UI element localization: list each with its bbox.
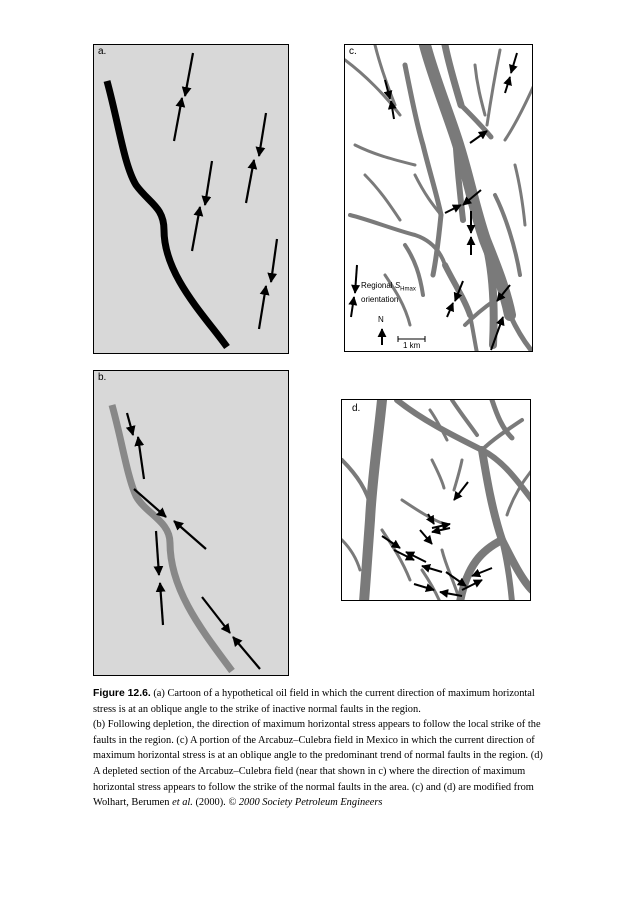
stress-arrow — [470, 131, 487, 143]
panel-b-label: b. — [98, 372, 107, 383]
stress-arrow — [447, 303, 453, 317]
legend-arrow — [351, 297, 354, 317]
stress-arrow — [420, 530, 432, 544]
stress-arrow — [185, 53, 193, 96]
stress-arrow — [127, 413, 133, 435]
caption-text-3: (2000). — [192, 797, 229, 809]
stress-arrow — [233, 637, 260, 669]
legend-arrow — [355, 265, 357, 293]
stress-arrow — [511, 53, 517, 73]
legend-label: Regional $S_{Hmax}$ orientation — [361, 281, 416, 304]
figure-label: Figure 12.6. — [93, 688, 151, 699]
caption-text-2: (b) Following depletion, the direction of maximum horizontal stress appears to follow the local strike of the faults in the region. (c) A portion of the Arcabuz–Culebra field in Mexico in which the current direction of maximum horizontal stress is at an oblique angle to the predominant trend of normal faults in the region. (d) A depleted section of the Arcabuz–Culebra field (near that shown in c) where the direction of maximum horizontal stress appears to follow the strike of the normal faults in the area. (c) and (d) are modified from Wolhart, Berumen — [93, 719, 543, 809]
stress-arrow — [271, 239, 277, 282]
legend-line2: orientation — [361, 294, 399, 304]
stress-arrow — [246, 160, 254, 203]
panel-b — [93, 370, 289, 676]
stress-arrow — [205, 161, 212, 205]
stress-arrow — [174, 98, 182, 141]
stress-arrow — [156, 531, 159, 575]
caption-text-1: (a) Cartoon of a hypothetical oil field in which the current direction of maximum horizontal stress is at an oblique angle to the strike of inactive normal faults in the region. — [93, 688, 535, 715]
stress-arrow — [160, 583, 163, 625]
stress-arrow — [138, 437, 144, 479]
legend-subscript: Hmax — [400, 286, 416, 293]
panel-d-map — [342, 400, 531, 601]
stress-arrow — [192, 207, 200, 251]
scale-label: 1 km — [403, 341, 421, 350]
north-label: N — [378, 315, 384, 324]
panel-a-diagram — [94, 45, 289, 354]
stress-arrow — [445, 205, 461, 213]
caption-copyright: © 2000 Society Petroleum Engineers — [228, 797, 383, 809]
panel-c — [344, 44, 533, 352]
stress-arrow — [505, 77, 510, 93]
fault-trace — [112, 405, 232, 671]
panel-c-label: c. — [349, 46, 357, 57]
caption-etal: et al. — [172, 797, 193, 809]
stress-arrow — [259, 113, 266, 156]
panel-d-label: d. — [352, 403, 361, 414]
figure-caption — [93, 686, 548, 811]
panel-a-label: a. — [98, 46, 107, 57]
stress-arrow — [259, 286, 266, 329]
panel-a — [93, 44, 289, 354]
legend-symbol: S — [394, 281, 401, 290]
panel-d — [341, 399, 531, 601]
stress-arrow — [202, 597, 230, 633]
stress-arrow — [174, 521, 206, 549]
stress-arrow — [422, 566, 442, 572]
panel-b-diagram — [94, 371, 289, 676]
fault-trace — [107, 81, 227, 347]
stress-arrow — [432, 528, 450, 532]
panel-c-map — [345, 45, 533, 352]
